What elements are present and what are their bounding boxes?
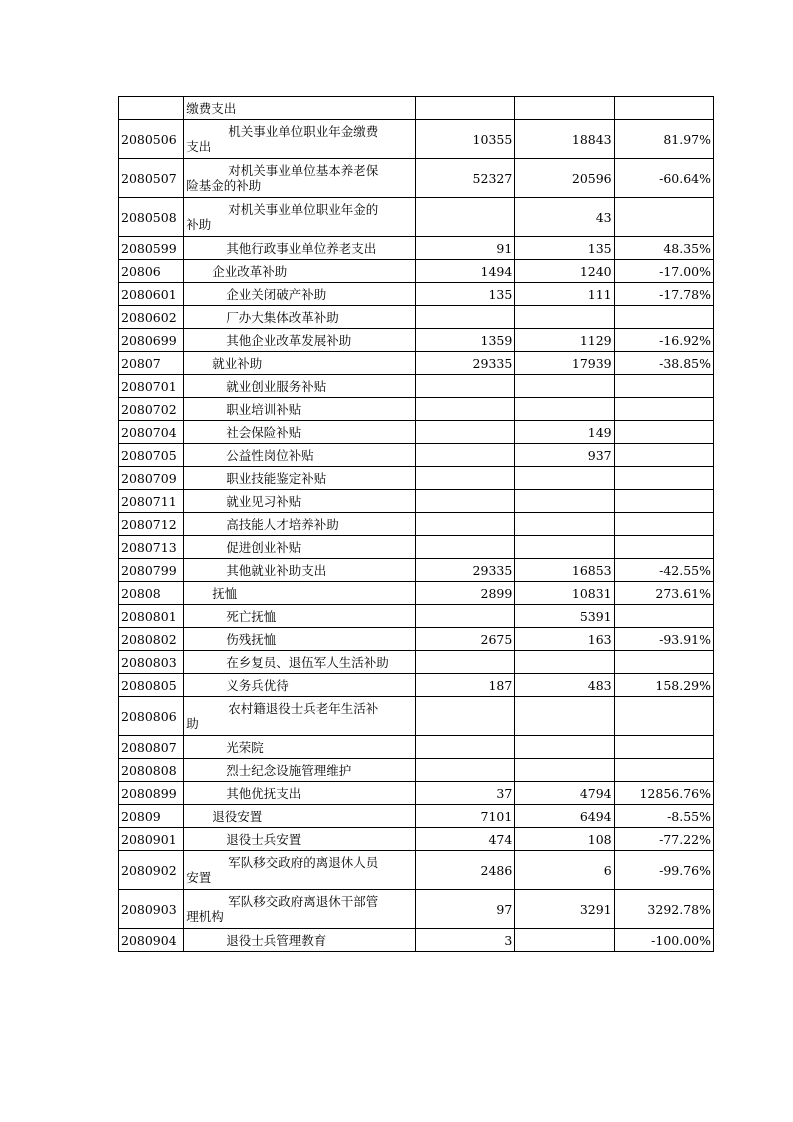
table-row bbox=[119, 513, 714, 536]
table-row bbox=[119, 352, 714, 375]
row-code: 2080904 bbox=[119, 929, 184, 952]
row-value-prev bbox=[415, 375, 514, 398]
table-row bbox=[119, 759, 714, 782]
table-row bbox=[119, 444, 714, 467]
table-row bbox=[119, 421, 714, 444]
table-row bbox=[119, 782, 714, 805]
row-value-curr: 17939 bbox=[515, 352, 614, 375]
row-change-pct: 273.61% bbox=[614, 582, 713, 605]
row-change-pct: -38.85% bbox=[614, 352, 713, 375]
table-row bbox=[119, 929, 714, 952]
row-name: 光荣院 bbox=[184, 736, 416, 759]
row-value-prev: 3 bbox=[415, 929, 514, 952]
row-code: 2080601 bbox=[119, 283, 184, 306]
row-name bbox=[184, 198, 416, 237]
row-code: 2080902 bbox=[119, 851, 184, 890]
row-value-curr: 4794 bbox=[515, 782, 614, 805]
row-value-curr bbox=[515, 929, 614, 952]
table-row bbox=[119, 605, 714, 628]
row-name: 企业改革补助 bbox=[184, 260, 416, 283]
row-name-line: 助 bbox=[186, 716, 199, 731]
row-value-curr: 16853 bbox=[515, 559, 614, 582]
row-name bbox=[184, 159, 416, 198]
row-value-curr bbox=[515, 398, 614, 421]
row-name-line: 机关事业单位职业年金缴费 bbox=[228, 124, 379, 139]
table-row bbox=[119, 283, 714, 306]
row-code: 2080709 bbox=[119, 467, 184, 490]
row-value-prev: 37 bbox=[415, 782, 514, 805]
row-change-pct bbox=[614, 605, 713, 628]
row-value-prev bbox=[415, 421, 514, 444]
row-change-pct bbox=[614, 398, 713, 421]
row-code: 20807 bbox=[119, 352, 184, 375]
row-value-curr: 20596 bbox=[515, 159, 614, 198]
row-value-prev: 1359 bbox=[415, 329, 514, 352]
row-name-line: 安置 bbox=[186, 870, 212, 885]
row-change-pct bbox=[614, 651, 713, 674]
row-name: 职业技能鉴定补贴 bbox=[184, 467, 416, 490]
row-change-pct: -100.00% bbox=[614, 929, 713, 952]
row-value-prev bbox=[415, 605, 514, 628]
row-name: 公益性岗位补贴 bbox=[184, 444, 416, 467]
row-code: 2080701 bbox=[119, 375, 184, 398]
row-value-curr bbox=[515, 759, 614, 782]
row-value-prev: 10355 bbox=[415, 120, 514, 159]
row-value-prev: 29335 bbox=[415, 559, 514, 582]
table-row bbox=[119, 198, 714, 237]
row-change-pct bbox=[614, 375, 713, 398]
row-value-curr: 6494 bbox=[515, 805, 614, 828]
row-value-curr: 108 bbox=[515, 828, 614, 851]
row-code: 2080802 bbox=[119, 628, 184, 651]
row-change-pct: -17.78% bbox=[614, 283, 713, 306]
row-value-curr: 163 bbox=[515, 628, 614, 651]
table-row bbox=[119, 674, 714, 697]
table-row bbox=[119, 306, 714, 329]
row-name-line: 险基金的补助 bbox=[186, 178, 262, 193]
table-row bbox=[119, 828, 714, 851]
row-name: 死亡抚恤 bbox=[184, 605, 416, 628]
row-value-prev bbox=[415, 759, 514, 782]
row-code: 2080901 bbox=[119, 828, 184, 851]
row-name bbox=[184, 851, 416, 890]
row-value-prev: 29335 bbox=[415, 352, 514, 375]
row-change-pct: -42.55% bbox=[614, 559, 713, 582]
row-code: 2080713 bbox=[119, 536, 184, 559]
row-change-pct: 12856.76% bbox=[614, 782, 713, 805]
row-name: 在乡复员、退伍军人生活补助 bbox=[184, 651, 416, 674]
row-code: 2080702 bbox=[119, 398, 184, 421]
row-name bbox=[184, 120, 416, 159]
row-code: 2080712 bbox=[119, 513, 184, 536]
row-value-prev: 474 bbox=[415, 828, 514, 851]
row-value-curr: 937 bbox=[515, 444, 614, 467]
row-code: 2080899 bbox=[119, 782, 184, 805]
row-value-prev: 135 bbox=[415, 283, 514, 306]
row-value-curr: 111 bbox=[515, 283, 614, 306]
table-row bbox=[119, 159, 714, 198]
row-value-prev: 2486 bbox=[415, 851, 514, 890]
row-change-pct bbox=[614, 736, 713, 759]
row-name: 其他优抚支出 bbox=[184, 782, 416, 805]
table-row bbox=[119, 736, 714, 759]
table-row bbox=[119, 582, 714, 605]
row-name-line: 军队移交政府的离退休人员 bbox=[228, 855, 379, 870]
row-value-prev bbox=[415, 444, 514, 467]
table-row bbox=[119, 120, 714, 159]
row-code: 2080599 bbox=[119, 237, 184, 260]
row-code: 2080808 bbox=[119, 759, 184, 782]
row-name: 就业补助 bbox=[184, 352, 416, 375]
table-row bbox=[119, 329, 714, 352]
row-value-prev: 1494 bbox=[415, 260, 514, 283]
row-code: 2080805 bbox=[119, 674, 184, 697]
row-name: 义务兵优待 bbox=[184, 674, 416, 697]
row-value-curr bbox=[515, 375, 614, 398]
row-name: 退役士兵管理教育 bbox=[184, 929, 416, 952]
row-value-curr: 149 bbox=[515, 421, 614, 444]
row-code: 2080799 bbox=[119, 559, 184, 582]
row-value-prev: 2675 bbox=[415, 628, 514, 651]
row-value-prev: 91 bbox=[415, 237, 514, 260]
row-value-prev bbox=[415, 490, 514, 513]
row-name: 厂办大集体改革补助 bbox=[184, 306, 416, 329]
row-change-pct: -77.22% bbox=[614, 828, 713, 851]
table-row bbox=[119, 851, 714, 890]
table-row bbox=[119, 651, 714, 674]
row-value-curr: 1240 bbox=[515, 260, 614, 283]
row-change-pct: -16.92% bbox=[614, 329, 713, 352]
row-value-prev bbox=[415, 651, 514, 674]
row-code: 2080507 bbox=[119, 159, 184, 198]
row-change-pct bbox=[614, 759, 713, 782]
row-name-line: 对机关事业单位基本养老保 bbox=[228, 163, 379, 178]
row-code bbox=[119, 97, 184, 120]
row-value-curr: 18843 bbox=[515, 120, 614, 159]
row-code: 2080903 bbox=[119, 890, 184, 929]
table-row bbox=[119, 536, 714, 559]
table-row bbox=[119, 97, 714, 120]
row-value-curr bbox=[515, 536, 614, 559]
row-change-pct bbox=[614, 198, 713, 237]
row-name: 缴费支出 bbox=[184, 97, 416, 120]
row-value-curr bbox=[515, 651, 614, 674]
table-row bbox=[119, 467, 714, 490]
row-value-curr: 3291 bbox=[515, 890, 614, 929]
row-change-pct bbox=[614, 306, 713, 329]
row-value-curr bbox=[515, 306, 614, 329]
row-code: 20806 bbox=[119, 260, 184, 283]
budget-table bbox=[118, 96, 714, 952]
row-change-pct bbox=[614, 490, 713, 513]
row-value-prev bbox=[415, 306, 514, 329]
table-row bbox=[119, 805, 714, 828]
row-change-pct bbox=[614, 513, 713, 536]
table-row bbox=[119, 237, 714, 260]
row-name bbox=[184, 697, 416, 736]
row-value-curr bbox=[515, 467, 614, 490]
row-name: 就业创业服务补贴 bbox=[184, 375, 416, 398]
row-code: 20809 bbox=[119, 805, 184, 828]
row-code: 2080801 bbox=[119, 605, 184, 628]
row-code: 2080807 bbox=[119, 736, 184, 759]
row-change-pct: -99.76% bbox=[614, 851, 713, 890]
row-value-curr: 1129 bbox=[515, 329, 614, 352]
row-name: 其他行政事业单位养老支出 bbox=[184, 237, 416, 260]
row-change-pct: 81.97% bbox=[614, 120, 713, 159]
row-name: 促进创业补贴 bbox=[184, 536, 416, 559]
row-name: 高技能人才培养补助 bbox=[184, 513, 416, 536]
row-value-curr: 6 bbox=[515, 851, 614, 890]
row-value-curr: 135 bbox=[515, 237, 614, 260]
row-value-prev: 2899 bbox=[415, 582, 514, 605]
row-name: 抚恤 bbox=[184, 582, 416, 605]
row-code: 2080699 bbox=[119, 329, 184, 352]
row-value-prev bbox=[415, 536, 514, 559]
row-name: 其他就业补助支出 bbox=[184, 559, 416, 582]
row-value-curr: 10831 bbox=[515, 582, 614, 605]
row-code: 2080705 bbox=[119, 444, 184, 467]
table-row bbox=[119, 260, 714, 283]
row-change-pct bbox=[614, 697, 713, 736]
row-change-pct: -93.91% bbox=[614, 628, 713, 651]
row-change-pct bbox=[614, 536, 713, 559]
row-change-pct: -17.00% bbox=[614, 260, 713, 283]
row-name-line: 军队移交政府离退休干部管 bbox=[228, 894, 379, 909]
row-value-curr: 43 bbox=[515, 198, 614, 237]
row-value-prev: 52327 bbox=[415, 159, 514, 198]
row-value-prev: 187 bbox=[415, 674, 514, 697]
row-name: 其他企业改革发展补助 bbox=[184, 329, 416, 352]
row-value-curr: 483 bbox=[515, 674, 614, 697]
row-name: 退役安置 bbox=[184, 805, 416, 828]
budget-table-body bbox=[119, 97, 714, 952]
row-value-prev bbox=[415, 736, 514, 759]
row-change-pct: -8.55% bbox=[614, 805, 713, 828]
row-change-pct bbox=[614, 97, 713, 120]
row-value-prev bbox=[415, 198, 514, 237]
row-code: 2080602 bbox=[119, 306, 184, 329]
row-value-prev bbox=[415, 398, 514, 421]
table-row bbox=[119, 697, 714, 736]
table-row bbox=[119, 375, 714, 398]
row-value-prev: 97 bbox=[415, 890, 514, 929]
row-name: 烈士纪念设施管理维护 bbox=[184, 759, 416, 782]
row-value-curr bbox=[515, 513, 614, 536]
row-change-pct: 3292.78% bbox=[614, 890, 713, 929]
row-value-prev bbox=[415, 697, 514, 736]
row-name: 职业培训补贴 bbox=[184, 398, 416, 421]
row-value-curr bbox=[515, 697, 614, 736]
row-value-prev: 7101 bbox=[415, 805, 514, 828]
row-name: 企业关闭破产补助 bbox=[184, 283, 416, 306]
table-row bbox=[119, 490, 714, 513]
row-name-line: 对机关事业单位职业年金的 bbox=[228, 202, 379, 217]
row-change-pct bbox=[614, 444, 713, 467]
row-value-prev bbox=[415, 467, 514, 490]
table-row bbox=[119, 398, 714, 421]
row-name: 退役士兵安置 bbox=[184, 828, 416, 851]
row-change-pct bbox=[614, 421, 713, 444]
row-value-curr bbox=[515, 736, 614, 759]
table-row bbox=[119, 628, 714, 651]
row-change-pct: 158.29% bbox=[614, 674, 713, 697]
row-name-line: 农村籍退役士兵老年生活补 bbox=[228, 701, 379, 716]
table-row bbox=[119, 890, 714, 929]
row-code: 2080711 bbox=[119, 490, 184, 513]
row-name-line: 理机构 bbox=[186, 909, 224, 924]
row-code: 2080508 bbox=[119, 198, 184, 237]
row-name: 伤残抚恤 bbox=[184, 628, 416, 651]
row-name-line: 支出 bbox=[186, 139, 212, 154]
row-code: 2080506 bbox=[119, 120, 184, 159]
row-code: 2080704 bbox=[119, 421, 184, 444]
row-value-prev bbox=[415, 513, 514, 536]
row-name: 就业见习补贴 bbox=[184, 490, 416, 513]
row-name: 社会保险补贴 bbox=[184, 421, 416, 444]
row-change-pct: 48.35% bbox=[614, 237, 713, 260]
row-name-line: 补助 bbox=[186, 217, 212, 232]
row-value-curr: 5391 bbox=[515, 605, 614, 628]
row-code: 2080806 bbox=[119, 697, 184, 736]
row-value-curr bbox=[515, 490, 614, 513]
row-change-pct: -60.64% bbox=[614, 159, 713, 198]
row-value-prev bbox=[415, 97, 514, 120]
row-change-pct bbox=[614, 467, 713, 490]
row-name bbox=[184, 890, 416, 929]
table-row bbox=[119, 559, 714, 582]
row-code: 20808 bbox=[119, 582, 184, 605]
row-code: 2080803 bbox=[119, 651, 184, 674]
row-value-curr bbox=[515, 97, 614, 120]
